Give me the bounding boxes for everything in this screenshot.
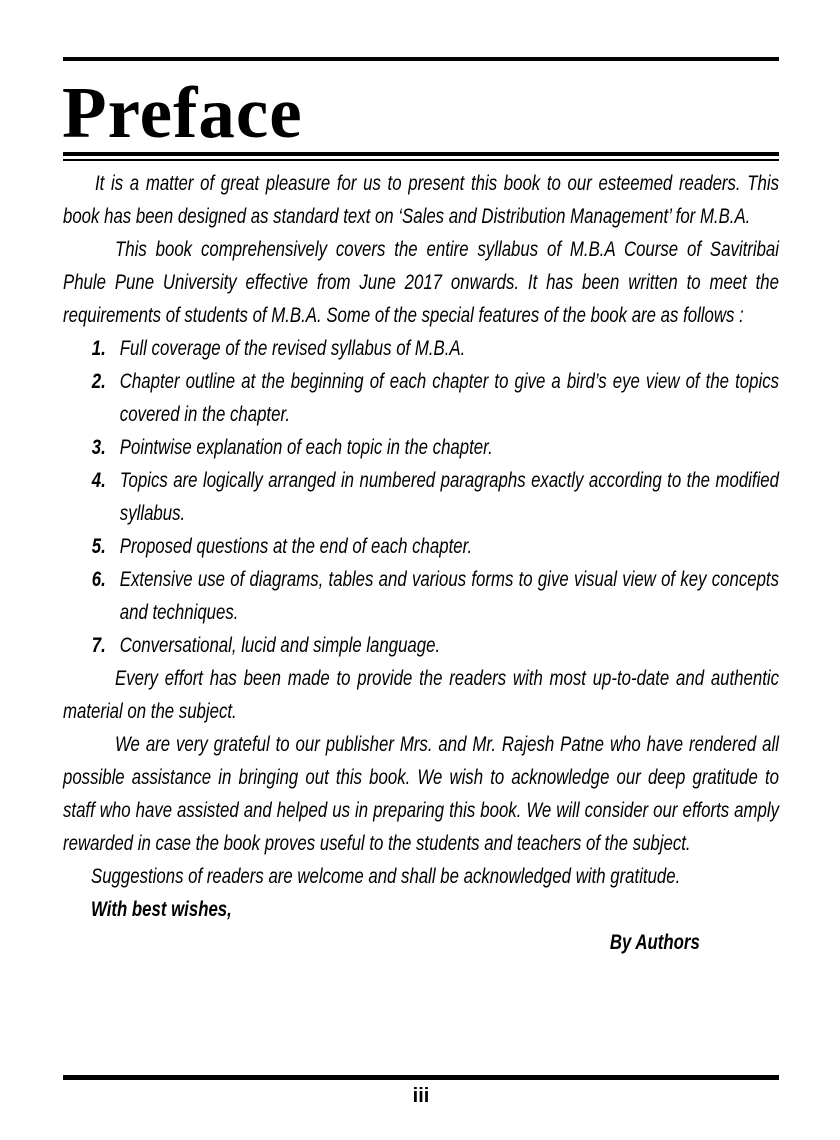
feature-text: Chapter outline at the beginning of each chapter to give a bird’s eye view of the topics covered in the chapter. <box>119 370 780 426</box>
closing-line: With best wishes, <box>91 898 232 921</box>
feature-list <box>63 332 779 662</box>
paragraph-suggestions: Suggestions of readers are welcome and shall be acknowledged with gratitude. <box>91 865 681 888</box>
page-title: Preface <box>62 72 303 153</box>
title-underline-double-rule <box>63 152 779 161</box>
feature-number: 4. <box>91 469 106 492</box>
feature-number: 3. <box>91 436 106 459</box>
feature-number: 6. <box>91 568 106 591</box>
paragraph-syllabus: This book comprehensively covers the entire syllabus of M.B.A Course of Savitribai Phule Pune University effective from June 2017 onwards. It has been written to meet the requirements of students of M.B.A. Some of the special features of the book are as follows : <box>63 238 779 327</box>
feature-text: Full coverage of the revised syllabus of M.B.A. <box>119 337 466 360</box>
feature-number: 7. <box>91 634 106 657</box>
page-number: iii <box>412 1085 430 1107</box>
author-signature: By Authors <box>609 931 700 954</box>
feature-number: 1. <box>91 337 106 360</box>
feature-text: Topics are logically arranged in numbered paragraphs exactly according to the modified syllabus. <box>119 469 780 525</box>
feature-item <box>63 464 779 530</box>
feature-text: Pointwise explanation of each topic in the chapter. <box>119 436 493 459</box>
paragraph-grateful: We are very grateful to our publisher Mrs. and Mr. Rajesh Patne who have rendered all possible assistance in bringing out this book. We wish to acknowledge our deep gratitude to staff who have assisted and helped us in preparing this book. We will consider our efforts amply rewarded in case the book proves useful to the students and teachers of the subject. <box>63 733 779 855</box>
feature-item <box>63 563 779 629</box>
feature-item <box>63 365 779 431</box>
preface-body <box>63 167 779 959</box>
feature-text: Conversational, lucid and simple language. <box>119 634 441 657</box>
feature-text: Proposed questions at the end of each chapter. <box>119 535 473 558</box>
feature-text: Extensive use of diagrams, tables and various forms to give visual view of key concepts and techniques. <box>119 568 780 624</box>
feature-number: 2. <box>91 370 106 393</box>
bottom-rule <box>63 1075 779 1080</box>
feature-item <box>63 530 779 563</box>
top-rule <box>63 57 779 61</box>
feature-item <box>63 629 779 662</box>
feature-number: 5. <box>91 535 106 558</box>
feature-item <box>63 431 779 464</box>
feature-item <box>63 332 779 365</box>
paragraph-effort: Every effort has been made to provide the readers with most up-to-date and authentic material on the subject. <box>63 667 779 723</box>
paragraph-intro: It is a matter of great pleasure for us to present this book to our esteemed readers. This book has been designed as standard text on ‘Sales and Distribution Management’ for M.B.A. <box>63 172 779 228</box>
